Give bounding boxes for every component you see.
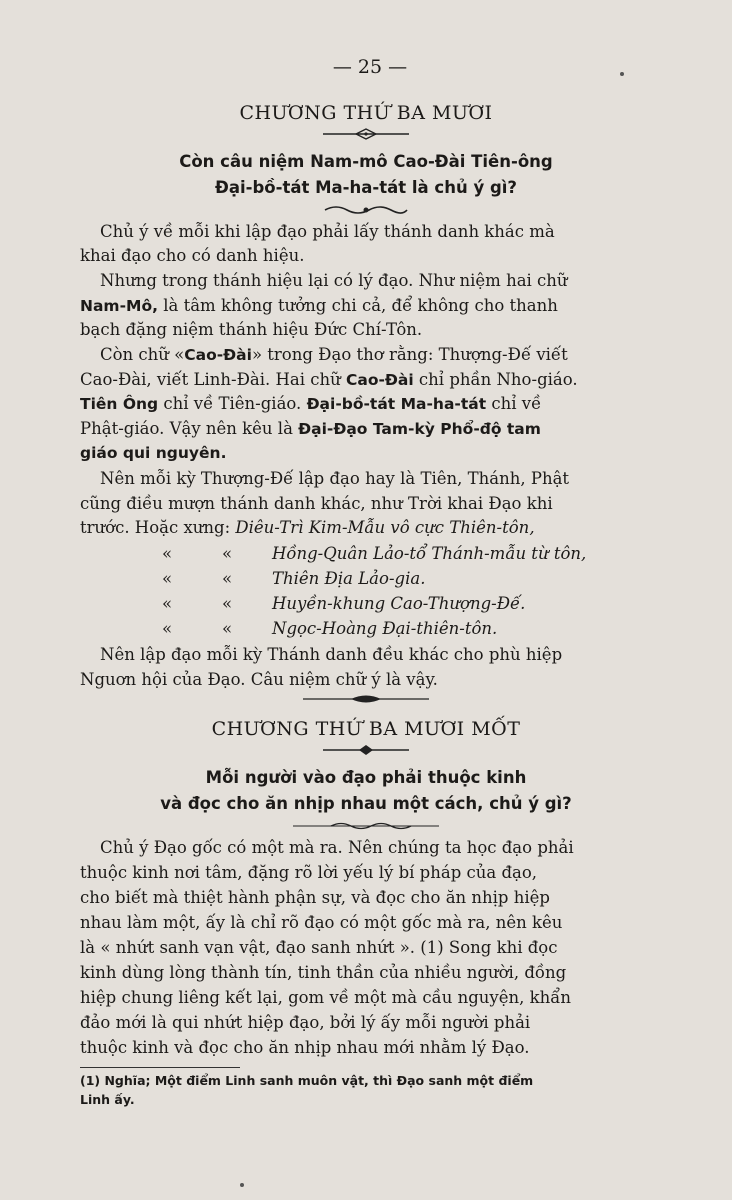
- bold-term: Cao-Đài: [346, 371, 414, 389]
- paragraph-line: là « nhứt sanh vạn vật, đạo sanh nhứt ». (1) Song khi đọc: [80, 938, 558, 957]
- paragraph-line: [80, 370, 578, 389]
- bold-term: Cao-Đài: [184, 346, 252, 364]
- ornament-divider: [0, 820, 732, 832]
- footnote-rule: [80, 1067, 240, 1068]
- quote-mark: «: [222, 569, 233, 588]
- ornament-divider: [0, 128, 732, 140]
- bold-term: Đại-bồ-tát Ma-ha-tát: [306, 395, 487, 413]
- ornament-divider: [0, 693, 732, 705]
- deity-name: Diêu-Trì Kim-Mẫu vô cực Thiên-tôn,: [235, 518, 535, 537]
- quote-mark: «: [222, 619, 233, 638]
- chapter-question-line: và đọc cho ăn nhịp nhau một cách, chủ ý gì?: [160, 794, 572, 813]
- bold-term: Nam-Mô,: [80, 297, 158, 315]
- paragraph-line: cho biết mà thiệt hành phận sự, và đọc cho ăn nhịp hiệp: [80, 888, 550, 907]
- paragraph-line: nhau làm một, ấy là chỉ rõ đạo có một gốc mà ra, nên kêu: [80, 913, 563, 932]
- bold-term: Tiên Ông: [80, 395, 159, 413]
- text-span: chỉ về Tiên-giáo.: [158, 394, 307, 413]
- text-span: Phật-giáo. Vậy nên kêu là: [80, 419, 299, 438]
- paragraph-line: hiệp chung liêng kết lại, gom về một mà cầu nguyện, khẩn: [80, 988, 571, 1007]
- paragraph-line: Chủ ý về mỗi khi lập đạo phải lấy thánh danh khác mà: [100, 222, 555, 241]
- paragraph-line: [80, 296, 558, 315]
- paragraph-line: [100, 345, 568, 364]
- text-span: Còn chữ «: [100, 345, 185, 364]
- paragraph-line: thuộc kinh và đọc cho ăn nhịp nhau mới nhằm lý Đạo.: [80, 1038, 530, 1057]
- text-span: là tâm không tưởng chi cả, để không cho thanh: [157, 296, 558, 315]
- paragraph-line: Nhưng trong thánh hiệu lại có lý đạo. Như niệm hai chữ: [100, 271, 568, 290]
- text-span: chỉ phần Nho-giáo.: [413, 370, 578, 389]
- paper-speck: [620, 72, 624, 76]
- paragraph-line: khai đạo cho có danh hiệu.: [80, 246, 305, 265]
- paragraph-line: thuộc kinh nơi tâm, đặng rõ lời yếu lý bí pháp của đạo,: [80, 863, 538, 882]
- text-span: Cao-Đài, viết Linh-Đài. Hai chữ: [80, 370, 346, 389]
- paragraph-line: [80, 394, 541, 413]
- deity-name: Ngọc-Hoàng Đại-thiên-tôn.: [272, 619, 498, 638]
- bold-term: giáo qui nguyên.: [80, 444, 227, 462]
- quote-mark: «: [162, 594, 173, 613]
- paragraph-line: [80, 419, 541, 438]
- bold-term: Đại-Đạo Tam-kỳ Phổ-độ tam: [298, 420, 541, 438]
- paragraph-line: bạch đặng niệm thánh hiệu Đức Chí-Tôn.: [80, 320, 423, 339]
- text-span: trước. Hoặc xưng:: [80, 518, 236, 537]
- paragraph-line: Nên mỗi kỳ Thượng-Đế lập đạo hay là Tiên, Thánh, Phật: [100, 469, 570, 488]
- quote-mark: «: [222, 594, 233, 613]
- deity-name: Thiên Địa Lảo-gia.: [272, 569, 426, 588]
- paragraph-line: đảo mới là qui nhứt hiệp đạo, bởi lý ấy mỗi người phải: [80, 1013, 531, 1032]
- chapter-question-line: Còn câu niệm Nam-mô Cao-Đài Tiên-ông: [179, 152, 553, 171]
- paragraph-line: cũng điều mượn thánh danh khác, như Trời khai Đạo khi: [80, 494, 553, 513]
- quote-mark: «: [222, 544, 233, 563]
- chapter-question-line: Mỗi người vào đạo phải thuộc kinh: [205, 768, 527, 787]
- paragraph-line: [80, 443, 226, 462]
- page-number: — 25 —: [332, 56, 408, 78]
- text-span: » trong Đạo thơ rằng: Thượng-Đế viết: [251, 345, 568, 364]
- ornament-divider: [0, 204, 732, 216]
- chapter-title: CHƯƠNG THỨ BA MƯƠI: [239, 102, 493, 124]
- paper-speck: [240, 1183, 244, 1187]
- chapter-question-line: Đại-bồ-tát Ma-ha-tát là chủ ý gì?: [215, 178, 517, 197]
- quote-mark: «: [162, 544, 173, 563]
- paragraph-line: Chủ ý Đạo gốc có một mà ra. Nên chúng ta học đạo phải: [100, 838, 574, 857]
- text-span: chỉ về: [486, 394, 542, 413]
- paragraph-line: Nguơn hội của Đạo. Câu niệm chữ ý là vậy.: [80, 670, 438, 689]
- paragraph-line: Nên lập đạo mỗi kỳ Thánh danh đều khác cho phù hiệp: [100, 645, 563, 664]
- deity-name: Huyền-khung Cao-Thượng-Đế.: [272, 594, 526, 613]
- chapter-title: CHƯƠNG THỨ BA MƯƠI MỐT: [211, 718, 521, 740]
- quote-mark: «: [162, 619, 173, 638]
- paragraph-line: kinh dùng lòng thành tín, tinh thần của nhiều người, đồng: [80, 963, 567, 982]
- paragraph-line: [80, 518, 535, 537]
- footnote-line: (1) Nghĩa; Một điểm Linh sanh muôn vật, thì Đạo sanh một điểm: [80, 1073, 534, 1088]
- quote-mark: «: [162, 569, 173, 588]
- footnote-line: Linh ấy.: [80, 1092, 135, 1107]
- deity-name: Hồng-Quân Lảo-tổ Thánh-mẫu từ tôn,: [272, 544, 587, 563]
- ornament-divider: [0, 744, 732, 756]
